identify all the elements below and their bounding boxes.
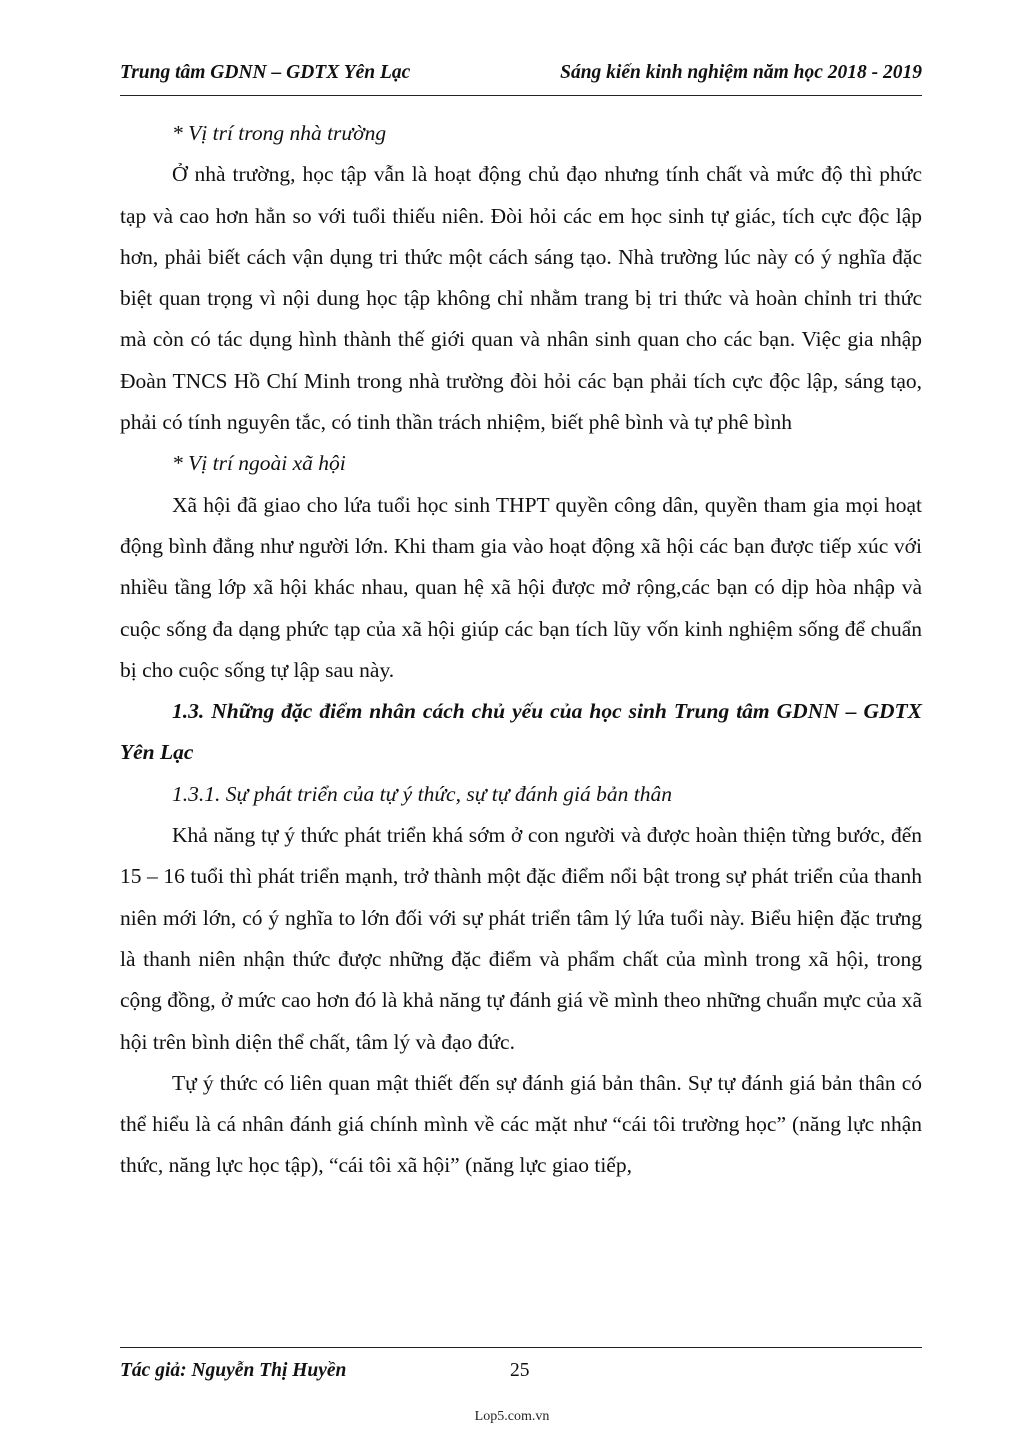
section-heading: 1.3. Những đặc điểm nhân cách chủ yếu của học sinh Trung tâm GDNN – GDTX Yên Lạc xyxy=(120,699,922,765)
header-divider xyxy=(120,95,922,96)
page-body xyxy=(120,113,922,1187)
header-document-title: Sáng kiến kinh nghiệm năm học 2018 - 2019 xyxy=(560,62,922,83)
subheading-society-position: * Vị trí ngoài xã hội xyxy=(172,451,346,476)
paragraph: Ở nhà trường, học tập vẫn là hoạt động chủ đạo nhưng tính chất và mức độ thì phức tạp và cao hơn hẳn so với tuổi thiếu niên. Đòi hỏi các em học sinh tự giác, tích cực độc lập hơn, phải biết cách vận dụng tri thức một cách sáng tạo. Nhà trường lúc này có ý nghĩa đặc biệt quan trọng vì nội dung học tập không chỉ nhằm trang bị tri thức và hoàn chỉnh tri thức mà còn có tác dụng hình thành thế giới quan và nhân sinh quan cho các bạn. Việc gia nhập Đoàn TNCS Hồ Chí Minh trong nhà trường đòi hỏi các bạn phải tích cực độc lập, sáng tạo, phải có tính nguyên tắc, có tinh thần trách nhiệm, biết phê bình và tự phê bình xyxy=(120,162,922,435)
subsection-heading: 1.3.1. Sự phát triển của tự ý thức, sự tự đánh giá bản thân xyxy=(172,781,672,806)
header-institution: Trung tâm GDNN – GDTX Yên Lạc xyxy=(120,62,411,83)
page-header xyxy=(120,62,922,92)
paragraph: Xã hội đã giao cho lứa tuổi học sinh THPT quyền công dân, quyền tham gia mọi hoạt động bình đẳng như người lớn. Khi tham gia vào hoạt động xã hội các bạn được tiếp xúc với nhiều tầng lớp xã hội khác nhau, quan hệ xã hội được mở rộng,các bạn có dịp hòa nhập và cuộc sống đa dạng phức tạp của xã hội giúp các bạn tích lũy vốn kinh nghiệm sống để chuẩn bị cho cuộc sống tự lập sau này. xyxy=(120,492,922,682)
paragraph: Khả năng tự ý thức phát triển khá sớm ở con người và được hoàn thiện từng bước, đến 15 – 16 tuổi thì phát triển mạnh, trở thành một đặc điểm nổi bật trong sự phát triển của thanh niên mới lớn, có ý nghĩa to lớn đối với sự phát triển tâm lý lứa tuổi này. Biểu hiện đặc trưng là thanh niên nhận thức được những đặc điểm và phẩm chất của mình trong xã hội, trong cộng đồng, ở mức cao hơn đó là khả năng tự đánh giá về mình theo những chuẩn mực của xã hội trên bình diện thể chất, tâm lý và đạo đức. xyxy=(120,823,922,1054)
subheading-school-position: * Vị trí trong nhà trường xyxy=(172,121,387,145)
source-watermark: Lop5.com.vn xyxy=(474,1409,550,1424)
footer-divider xyxy=(120,1347,922,1348)
page-number: 25 xyxy=(510,1360,530,1381)
paragraph: Tự ý thức có liên quan mật thiết đến sự đánh giá bản thân. Sự tự đánh giá bản thân có thể hiểu là cá nhân đánh giá chính mình về các mặt như “cái tôi trường học” (năng lực nhận thức, năng lực học tập), “cái tôi xã hội” (năng lực giao tiếp, xyxy=(120,1070,922,1178)
footer-author: Tác giả: Nguyễn Thị Huyền xyxy=(120,1360,347,1381)
